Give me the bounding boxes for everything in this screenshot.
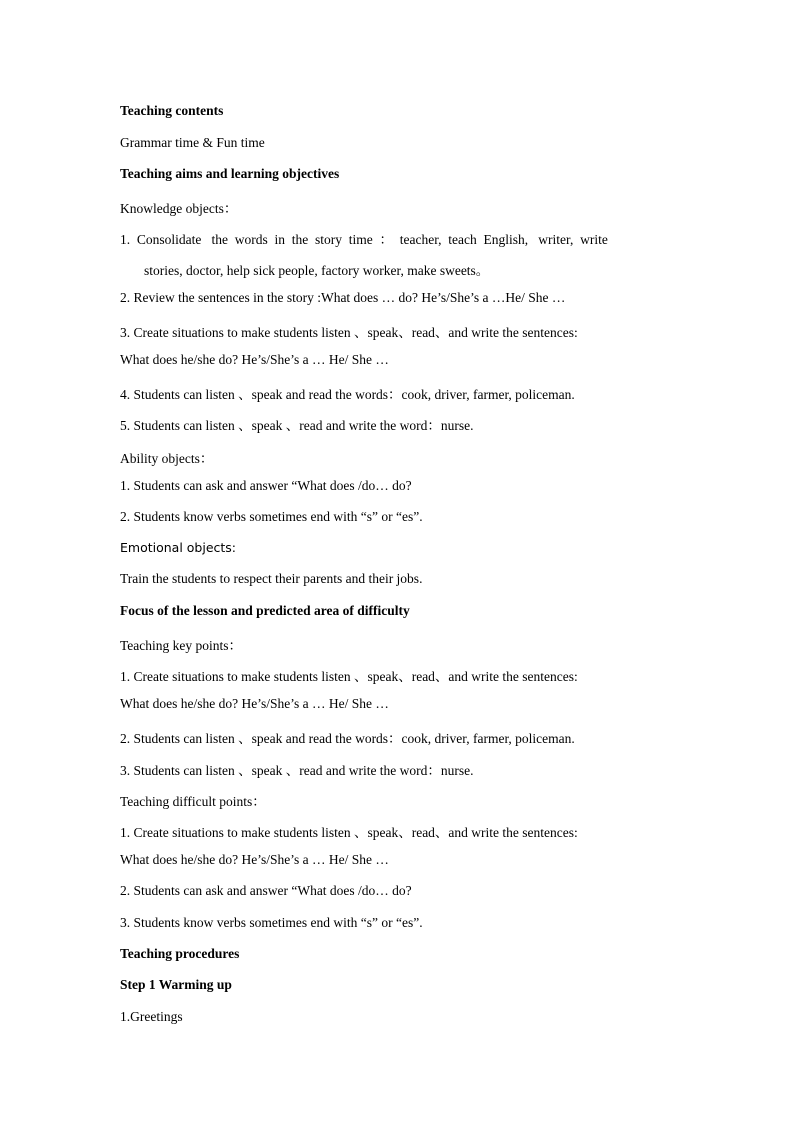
knowledge-item: 2. Review the sentences in the story :What does … do? He’s/She’s a …He/ She …: [120, 290, 566, 305]
teaching-contents-heading: Teaching contents: [120, 103, 224, 118]
knowledge-label: Knowledge objects：: [120, 201, 238, 216]
key-point-item: 3. Students can listen 、speak 、read and write the word：nurse.: [120, 763, 474, 778]
key-points-label: Teaching key points：: [120, 638, 243, 653]
emotional-label: Emotional objects:: [120, 540, 237, 555]
knowledge-item: 3. Create situations to make students listen 、speak、read、and write the sentences:: [120, 325, 578, 340]
key-point-item: 2. Students can listen 、speak and read the words：cook, driver, farmer, policeman.: [120, 731, 575, 746]
ability-item: 2. Students know verbs sometimes end with “s” or “es”.: [120, 509, 423, 524]
knowledge-item: 4. Students can listen 、speak and read the words：cook, driver, farmer, policeman.: [120, 387, 575, 402]
focus-heading: Focus of the lesson and predicted area of difficulty: [120, 603, 410, 618]
difficult-label: Teaching difficult points：: [120, 794, 266, 809]
teaching-contents-text: Grammar time & Fun time: [120, 135, 265, 150]
step1-heading: Step 1 Warming up: [120, 977, 232, 992]
aims-heading: Teaching aims and learning objectives: [120, 166, 340, 181]
key-point-item: 1. Create situations to make students listen 、speak、read、and write the sentences:: [120, 669, 578, 684]
ability-item: 1. Students can ask and answer “What does /do… do?: [120, 478, 412, 493]
knowledge-item: 1. Consolidate the words in the story time ： teacher, teach English, writer, write: [120, 232, 608, 247]
difficult-point-item: 2. Students can ask and answer “What does /do… do?: [120, 883, 412, 898]
step1-item: 1.Greetings: [120, 1009, 183, 1024]
difficult-point-item: 1. Create situations to make students listen 、speak、read、and write the sentences:: [120, 825, 578, 840]
knowledge-item: What does he/she do? He’s/She’s a … He/ She …: [120, 352, 389, 367]
key-point-item: What does he/she do? He’s/She’s a … He/ She …: [120, 696, 389, 711]
difficult-point-item: 3. Students know verbs sometimes end with “s” or “es”.: [120, 915, 423, 930]
procedures-heading: Teaching procedures: [120, 946, 240, 961]
knowledge-item: stories, doctor, help sick people, factory worker, make sweets。: [144, 263, 490, 278]
difficult-point-item: What does he/she do? He’s/She’s a … He/ She …: [120, 852, 389, 867]
knowledge-item: 5. Students can listen 、speak 、read and write the word：nurse.: [120, 418, 474, 433]
emotional-text: Train the students to respect their parents and their jobs.: [120, 571, 423, 586]
ability-label: Ability objects：: [120, 451, 214, 466]
